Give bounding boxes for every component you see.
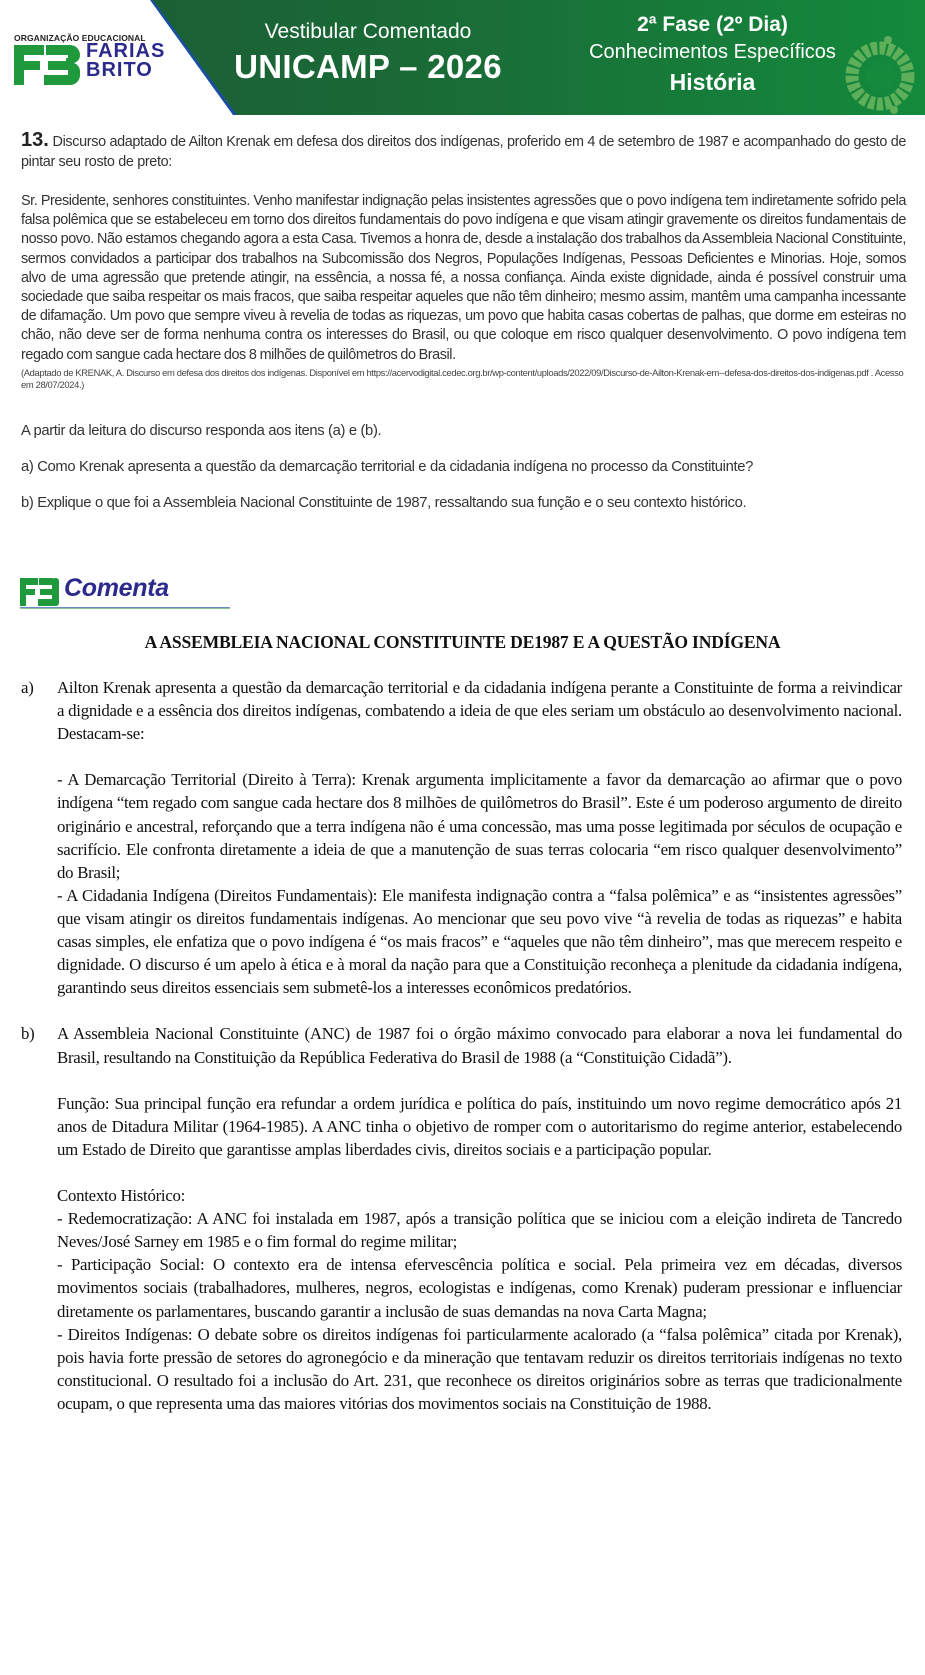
comenta-label: Comenta	[64, 574, 169, 602]
header-exam-info	[570, 10, 855, 98]
answer-b-label: b)	[21, 1024, 35, 1044]
answer-a-intro: Ailton Krenak apresenta a questão da demarcação territorial e da cidadania indígena perante a Constituinte de forma a reivindicar a dignidade e a essência dos direitos indígenas, combatendo a ideia de que eles seriam um obstáculo ao desenvolvimento nacional. Destacam-se:	[57, 678, 902, 744]
fb-monogram-icon	[20, 578, 60, 606]
question-item-b: b) Explique o que foi a Assembleia Nacional Constituinte de 1987, ressaltando sua função e o seu contexto histórico.	[21, 494, 747, 511]
answer-title: A ASSEMBLEIA NACIONAL CONSTITUINTE DE1987 E A QUESTÃO INDÍGENA	[144, 632, 781, 652]
answer-b-social-participation: - Participação Social: O contexto era de intensa efervescência política e social. Pela primeira vez em décadas, diversos movimentos sociais (trabalhadores, mulheres, negros, ecologistas e indígenas, como Krenak) puderam pressionar e influenciar diretamente os parlamentares, buscando garantir a inclusão de suas demandas na nova Carta Magna;	[57, 1255, 902, 1321]
header-title: UNICAMP – 2026	[234, 48, 502, 85]
answer-b-function: Função: Sua principal função era refundar a ordem jurídica e política do país, instituindo um novo regime democrático após 21 anos de Ditadura Militar (1964-1985). A ANC tinha o objetivo de romper com o autoritarismo do regime anterior, estabelecendo um Estado de Direito que garantisse amplas liberdades civis, direitos sociais e a participação popular.	[57, 1093, 902, 1159]
speech-excerpt: Sr. Presidente, senhores constituintes. Venho manifestar indignação pelas insistentes agressões que o povo indígena tem indiretamente sofrido pela falsa polêmica que se estabeleceu em torno dos direitos fundamentais do povo indígena e que visam atingir gravemente os direitos fundamentais de nosso povo. Não estamos chegando agora a esta Casa. Tivemos a honra de, desde a instalação dos trabalhos da Assembleia Nacional Constituinte, sermos convidados a participar dos trabalhos na Subcomissão dos Negros, Populações Indígenas, Pessoas Deficientes e Minorias. Hoje, somos alvo de uma agressão que pretende atingir, na essência, a nossa fé, a nossa confiança. Ainda existe dignidade, ainda é possível construir uma sociedade que saiba respeitar os mais fracos, que saiba respeitar aqueles que não têm dinheiro; mesmo assim, mantêm uma campanha incessante de difamação. Um povo que sempre viveu à revelia de todas as riquezas, um povo que habita casas cobertas de palhas, que dorme em esteiras no chão, não deve ser de forma nenhuma contra os interesses do Brasil, ou que coloque em risco qualquer desenvolvimento. O povo indígena tem regado com sangue cada hectare dos 8 milhões de quilômetros do Brasil.	[21, 193, 906, 363]
answer-b-redemocratization: - Redemocratização: A ANC foi instalada em 1987, após a transição política que se iniciou com a eleição indireta de Tancredo Neves/José Sarney em 1985 e o fim formal do regime militar;	[57, 1209, 902, 1252]
fb-monogram-icon	[14, 43, 82, 87]
answer-a-citizenship: - A Cidadania Indígena (Direitos Fundamentais): Ele manifesta indignação contra a “falsa polêmica” e as “insistentes agressões” que visam atingir os direitos fundamentais indígenas. Ao mencionar que seu povo vive “à revelia de todas as riquezas” e habita casas simples, ele enfatiza que o povo indígena é “os mais fracos” e “aqueles que não têm dinheiro”, mas que merecem respeito e dignidade. O discurso é um apelo à ética e à moral da nação para que a Constituição reconheça a plenitude da cidadania indígena, garantindo seus direitos essenciais sem submetê-los a interesses econômicos predatórios.	[57, 885, 902, 998]
question-intro: 13. Discurso adaptado de Ailton Krenak em defesa dos direitos dos indígenas, proferido em 4 de setembro de 1987 e acompanhado do gesto de pintar seu rosto de preto:	[21, 129, 906, 170]
unicamp-logo-icon	[836, 32, 925, 114]
question-number: 13.	[21, 129, 49, 151]
answer-a-territorial: - A Demarcação Territorial (Direito à Terra): Krenak argumenta implicitamente a favor da demarcação ao afirmar que o povo indígena “tem regado com sangue cada hectare dos 8 milhões de quilômetros do Brasil”. Este é um poderoso argumento de direito originário e ancestral, reforçando que a terra indígena não é uma concessão, mas uma posse legitimada por séculos de ocupação e sacrifício. Ele confronta diretamente a ideia de que a manutenção de suas terras colocaria “em risco qualquer desenvolvimento” do Brasil;	[57, 770, 902, 882]
page-header	[0, 0, 925, 115]
question-13	[21, 130, 906, 513]
exam-area: Conhecimentos Específicos	[589, 41, 836, 63]
org-label: ORGANIZAÇÃO EDUCACIONAL	[14, 33, 146, 43]
comenta-underline	[20, 607, 230, 609]
exam-subject: História	[669, 69, 756, 95]
farias-brito-logo	[14, 33, 164, 88]
brand-name: FARIAS BRITO	[86, 40, 166, 81]
answer-b-context-heading: Contexto Histórico:	[57, 1186, 186, 1206]
answer-b-intro: A Assembleia Nacional Constituinte (ANC) de 1987 foi o órgão máximo convocado para elaborar a nova lei fundamental do Brasil, resultando na Constituição da República Federativa do Brasil de 1988 (a “Constituição Cidadã”).	[57, 1024, 902, 1067]
answer-b	[21, 1022, 902, 1415]
question-item-a: a) Como Krenak apresenta a questão da demarcação territorial e da cidadania indígena no processo da Constituinte?	[21, 458, 754, 475]
exam-phase: 2ª Fase (2º Dia)	[637, 13, 788, 36]
header-subtitle: Vestibular Comentado	[264, 20, 472, 43]
fb-comenta-logo	[20, 574, 230, 610]
answer-a	[21, 676, 902, 999]
question-instruction: A partir da leitura do discurso responda aos itens (a) e (b).	[21, 422, 382, 439]
answer-a-label: a)	[21, 678, 34, 697]
answer-b-indigenous-rights: - Direitos Indígenas: O debate sobre os direitos indígenas foi particularmente acalorado (a “falsa polêmica” citada por Krenak), pois havia forte pressão de setores do agronegócio e da mineração que tentavam reduzir os direitos territoriais indígenas no texto constitucional. O resultado foi a inclusão do Art. 231, que reconhece os direitos originários sobre as terras que tradicionalmente ocupam, o que representa uma das maiores vitórias dos movimentos sociais na Constituição de 1988.	[57, 1324, 902, 1413]
answer-body	[21, 676, 902, 1415]
source-citation: (Adaptado de KRENAK, A. Discurso em defesa dos direitos dos indígenas. Disponível em https://acervodigital.cedec.org.br/wp-content/uploads/2022/09/Discurso-de-Ailton-Krenak-em--defesa-dos-direitos-dos-indigenas.pdf . Acesso em 28/07/2024.)	[21, 366, 904, 391]
header-title-block	[228, 18, 508, 88]
